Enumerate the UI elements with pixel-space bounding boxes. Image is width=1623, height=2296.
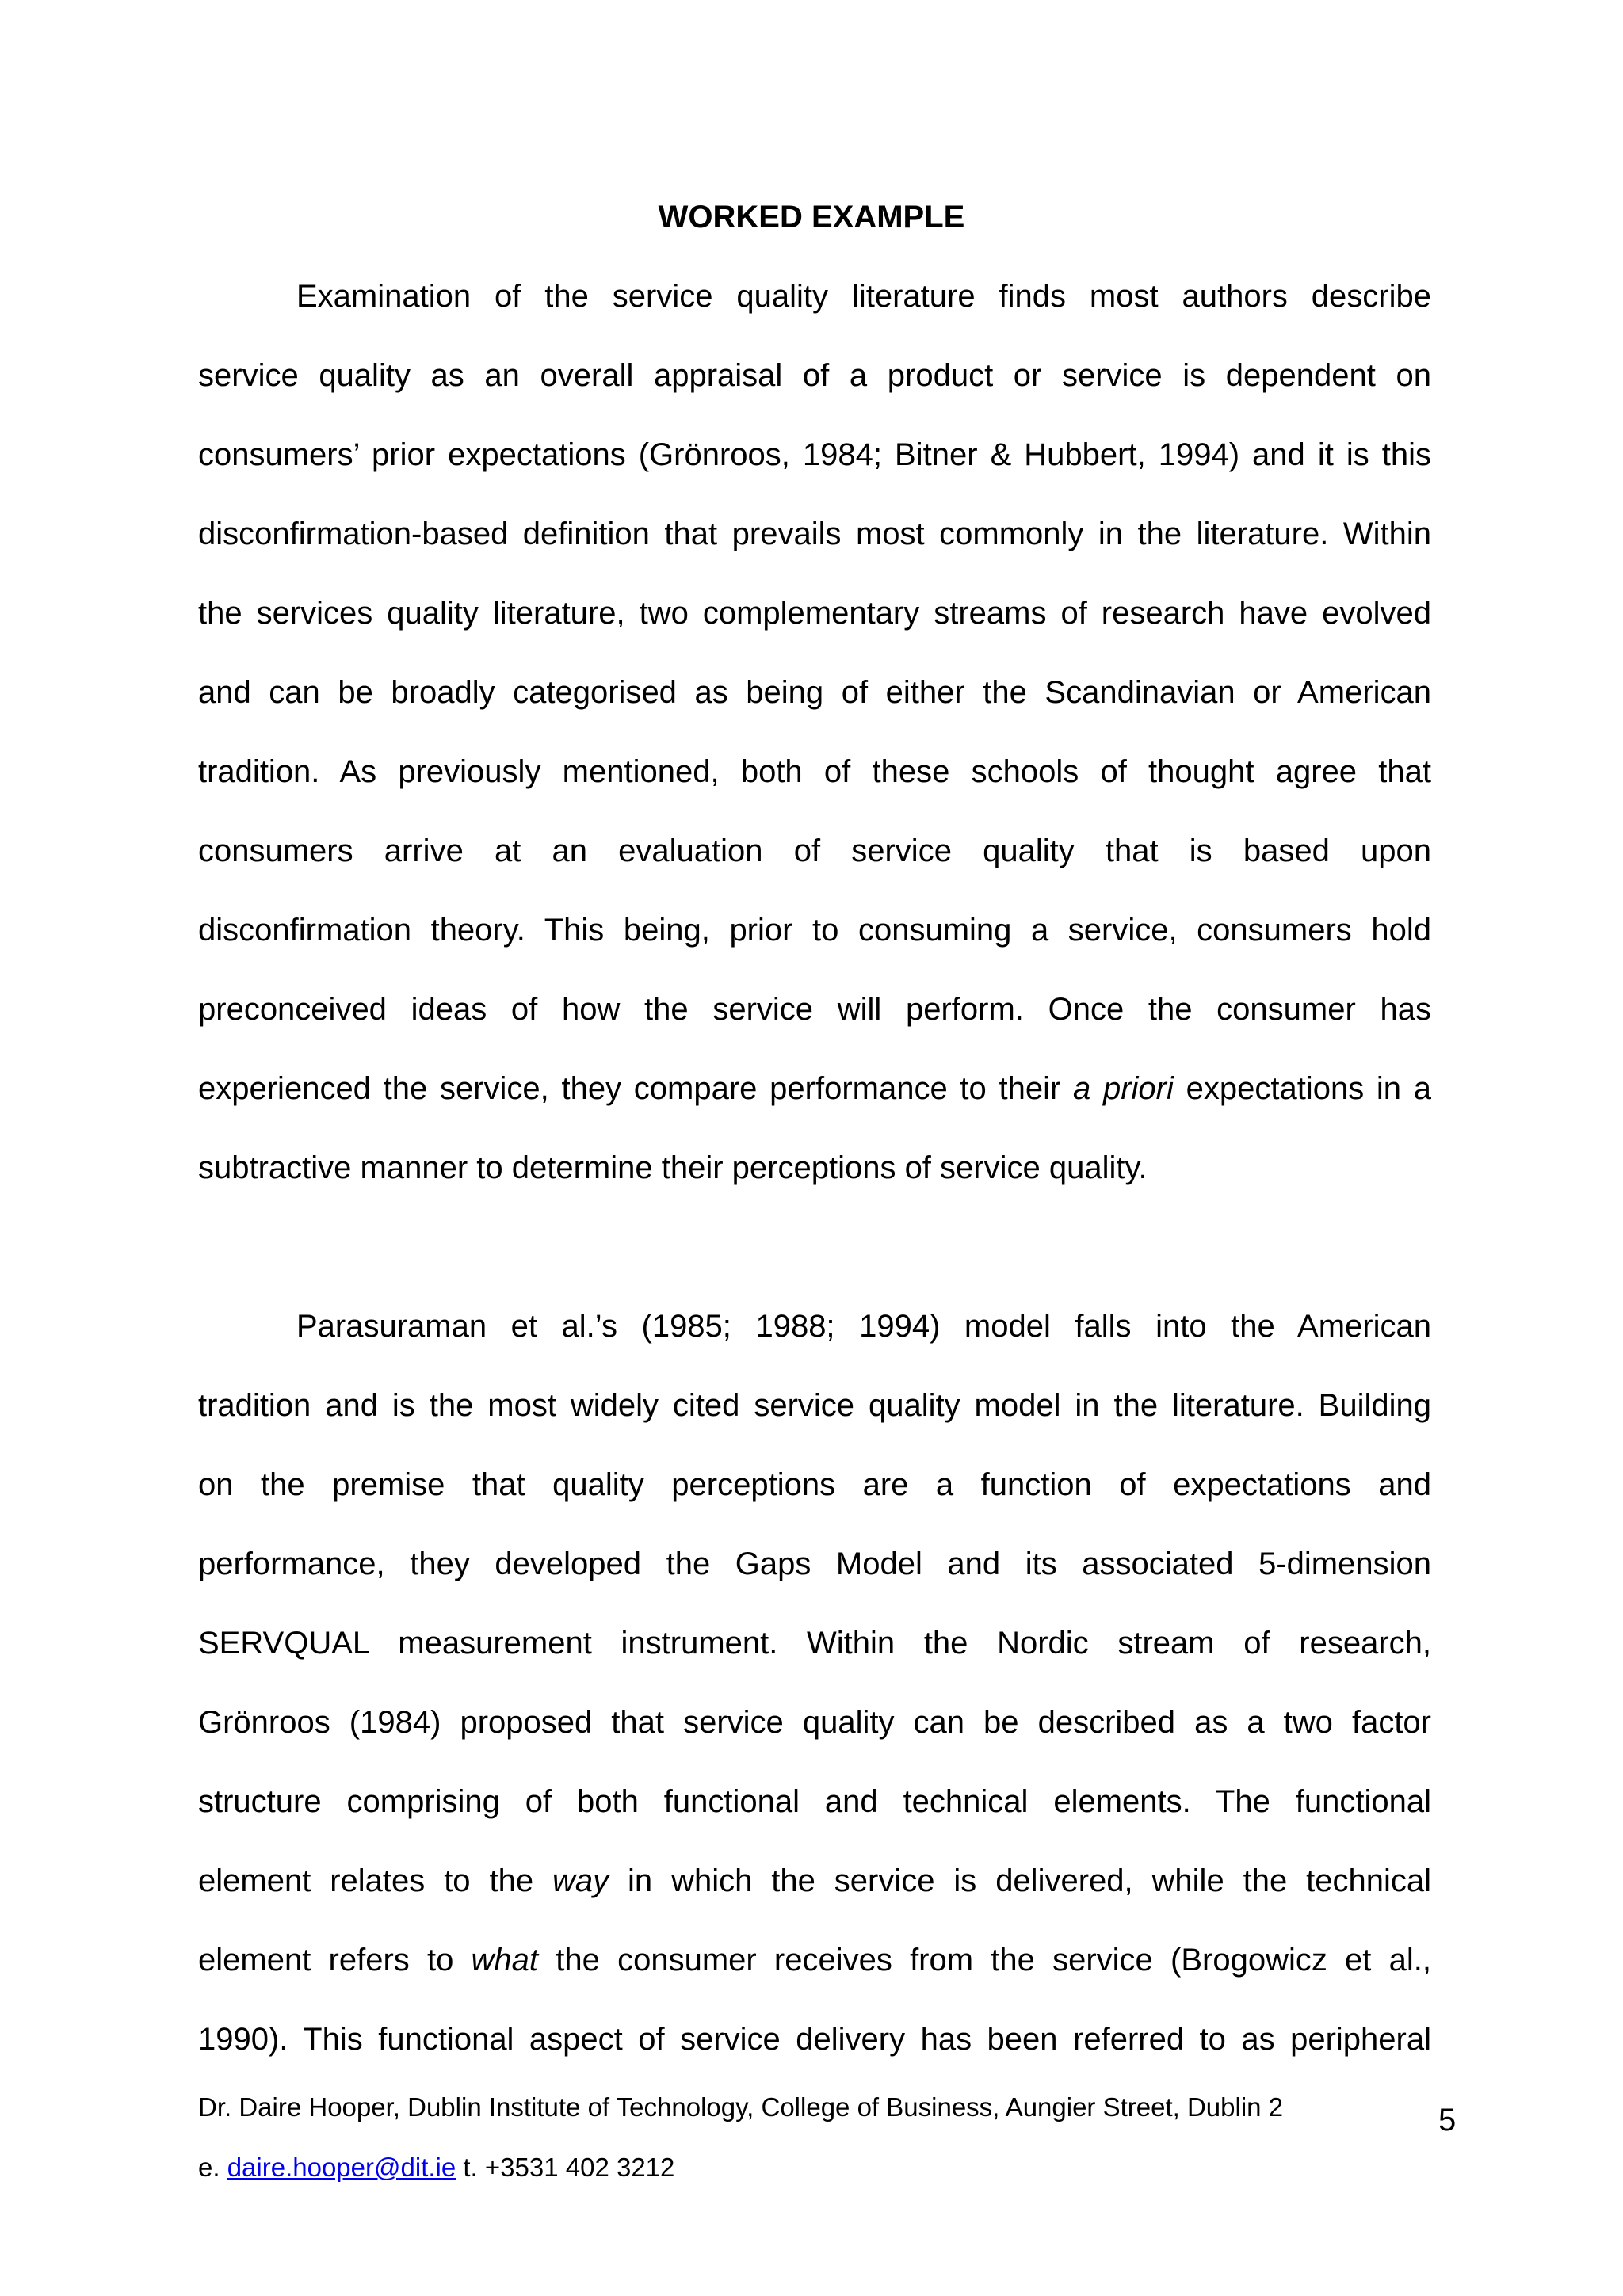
line-text: expectations in a bbox=[1173, 1071, 1432, 1106]
page-number: 5 bbox=[1438, 2103, 1457, 2138]
paragraph-2-line-3: on the premise that quality perceptions are a function of expectations and bbox=[198, 1467, 1431, 1502]
paragraph-2-line-5: SERVQUAL measurement instrument. Within the Nordic stream of research, bbox=[198, 1626, 1431, 1661]
paragraph-2-line-6: Grönroos (1984) proposed that service quality can be described as a two factor bbox=[198, 1705, 1431, 1740]
page-title: WORKED EXAMPLE bbox=[658, 200, 965, 235]
paragraph-1-line-5: the services quality literature, two complementary streams of research have evolved bbox=[198, 596, 1431, 631]
footer-contact-line bbox=[198, 2152, 674, 2183]
phone-number: t. +3531 402 3212 bbox=[456, 2153, 675, 2182]
italic-term-way: way bbox=[552, 1863, 609, 1898]
paragraph-1-line-11 bbox=[198, 1070, 1431, 1108]
paragraph-2-line-7: structure comprising of both functional and technical elements. The functional bbox=[198, 1784, 1431, 1819]
paragraph-1-line-1: Examination of the service quality literature finds most authors describe bbox=[296, 279, 1431, 314]
paragraph-2-line-9 bbox=[198, 1941, 1431, 1979]
footer-author-line: Dr. Daire Hooper, Dublin Institute of Technology, College of Business, Aungier Street, Dublin 2 bbox=[198, 2092, 1284, 2122]
paragraph-2-line-10: 1990). This functional aspect of service delivery has been referred to as peripheral bbox=[198, 2022, 1431, 2057]
paragraph-1-line-10: preconceived ideas of how the service will perform. Once the consumer has bbox=[198, 992, 1431, 1027]
paragraph-1-line-3: consumers’ prior expectations (Grönroos, 1984; Bitner & Hubbert, 1994) and it is this bbox=[198, 437, 1431, 472]
paragraph-1-line-4: disconfirmation-based definition that prevails most commonly in the literature. Within bbox=[198, 517, 1431, 551]
line-text: experienced the service, they compare performance to their bbox=[198, 1071, 1074, 1106]
email-prefix: e. bbox=[198, 2153, 227, 2182]
paragraph-2-line-4: performance, they developed the Gaps Model and its associated 5-dimension bbox=[198, 1547, 1431, 1581]
paragraph-2-line-8 bbox=[198, 1862, 1431, 1900]
paragraph-1-line-8: consumers arrive at an evaluation of service quality that is based upon bbox=[198, 833, 1431, 868]
paragraph-1-line-9: disconfirmation theory. This being, prior to consuming a service, consumers hold bbox=[198, 913, 1431, 948]
line-text: in which the service is delivered, while the technical bbox=[609, 1863, 1431, 1898]
line-text: element refers to bbox=[198, 1943, 472, 1978]
line-text: element relates to the bbox=[198, 1863, 552, 1898]
line-text: the consumer receives from the service (Brogowicz et al., bbox=[538, 1943, 1431, 1978]
email-link[interactable]: daire.hooper@dit.ie bbox=[227, 2153, 456, 2182]
italic-term-a-priori: a priori bbox=[1073, 1071, 1174, 1106]
paragraph-1-line-6: and can be broadly categorised as being of either the Scandinavian or American bbox=[198, 675, 1431, 710]
paragraph-1-line-12: subtractive manner to determine their perceptions of service quality. bbox=[198, 1150, 1148, 1185]
italic-term-what: what bbox=[471, 1943, 539, 1978]
paragraph-2-line-1: Parasuraman et al.’s (1985; 1988; 1994) model falls into the American bbox=[296, 1309, 1431, 1344]
paragraph-1-line-2: service quality as an overall appraisal of a product or service is dependent on bbox=[198, 358, 1431, 393]
paragraph-2-line-2: tradition and is the most widely cited service quality model in the literature. Building bbox=[198, 1388, 1431, 1423]
paragraph-1-line-7: tradition. As previously mentioned, both of these schools of thought agree that bbox=[198, 754, 1431, 789]
